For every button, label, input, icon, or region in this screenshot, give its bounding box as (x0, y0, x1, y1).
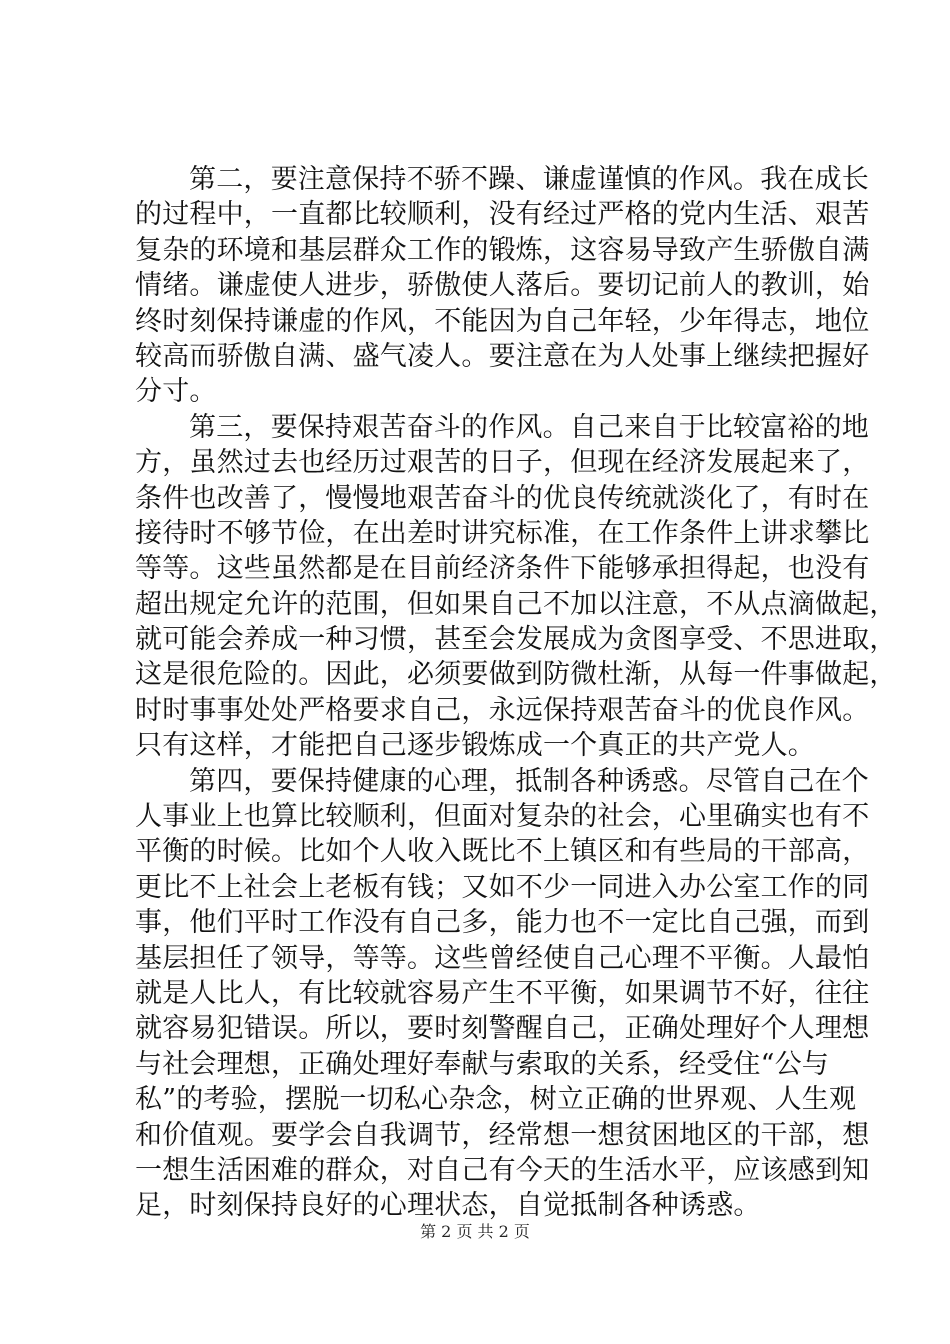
text-line: 与社会理想，正确处理好奉献与索取的关系，经受住“公与 (135, 1048, 830, 1080)
text-line: 终时刻保持谦虚的作风，不能因为自己年轻，少年得志，地位 (135, 305, 870, 337)
text-line: 基层担任了领导，等等。这些曾经使自己心理不平衡。人最怕 (135, 942, 870, 974)
text-line: 就可能会养成一种习惯，甚至会发展成为贪图享受、不思进取， (135, 624, 897, 656)
text-line: 就是人比人，有比较就容易产生不平衡，如果调节不好，往往 (135, 977, 870, 1009)
document-body (135, 162, 897, 1224)
paragraph-third (135, 410, 897, 764)
text-line: 和价值观。要学会自我调节，经常想一想贫困地区的干部，想 (135, 1119, 870, 1151)
text-line: 情绪。谦虚使人进步，骄傲使人落后。要切记前人的教训，始 (135, 270, 870, 302)
text-line: 事，他们平时工作没有自己多，能力也不一定比自己强，而到 (135, 907, 870, 939)
text-line: 只有这样，才能把自己逐步锻炼成一个真正的共产党人。 (135, 730, 815, 762)
text-line: 较高而骄傲自满、盛气凌人。要注意在为人处事上继续把握好 (135, 340, 870, 372)
text-line: 就容易犯错误。所以，要时刻警醒自己，正确处理好个人理想 (135, 1013, 870, 1045)
text-line: 接待时不够节俭，在出差时讲究标准，在工作条件上讲求攀比 (135, 517, 870, 549)
text-line: 这是很危险的。因此，必须要做到防微杜渐，从每一件事做起， (135, 659, 897, 691)
page-number-footer: 第 2 页 共 2 页 (420, 1222, 530, 1241)
text-line: 足，时刻保持良好的心理状态，自觉抵制各种诱惑。 (135, 1190, 761, 1222)
text-line: 一想生活困难的群众，对自己有今天的生活水平，应该感到知 (135, 1154, 870, 1186)
paragraph-second (135, 162, 870, 410)
text-line: 复杂的环境和基层群众工作的锻炼，这容易导致产生骄傲自满 (135, 234, 870, 266)
text-line: 超出规定允许的范围，但如果自己不加以注意，不从点滴做起， (135, 588, 897, 620)
text-line: 等等。这些虽然都是在目前经济条件下能够承担得起，也没有 (135, 553, 870, 585)
text-line: 分寸。 (135, 376, 217, 408)
text-line: 第二，要注意保持不骄不躁、谦虚谨慎的作风。我在成长 (189, 164, 869, 195)
text-line: 方，虽然过去也经历过艰苦的日子，但现在经济发展起来了， (135, 447, 870, 479)
text-line: 的过程中，一直都比较顺利，没有经过严格的党内生活、艰苦 (135, 199, 870, 231)
text-line: 时时事事处处严格要求自己，永远保持艰苦奋斗的优良作风。 (135, 694, 870, 726)
text-line: 平衡的时候。比如个人收入既比不上镇区和有些局的干部高， (135, 836, 870, 868)
paragraph-fourth (135, 764, 870, 1224)
text-line: 更比不上社会上老板有钱；又如不少一同进入办公室工作的同 (135, 871, 870, 903)
text-line: 第三，要保持艰苦奋斗的作风。自己来自于比较富裕的地 (189, 411, 869, 443)
text-line: 私”的考验，摆脱一切私心杂念，树立正确的世界观、人生观 (135, 1084, 857, 1116)
text-line: 条件也改善了，慢慢地艰苦奋斗的优良传统就淡化了，有时在 (135, 482, 870, 514)
text-line: 人事业上也算比较顺利，但面对复杂的社会，心里确实也有不 (135, 801, 870, 833)
text-line: 第四，要保持健康的心理，抵制各种诱惑。尽管自己在个 (189, 765, 869, 797)
